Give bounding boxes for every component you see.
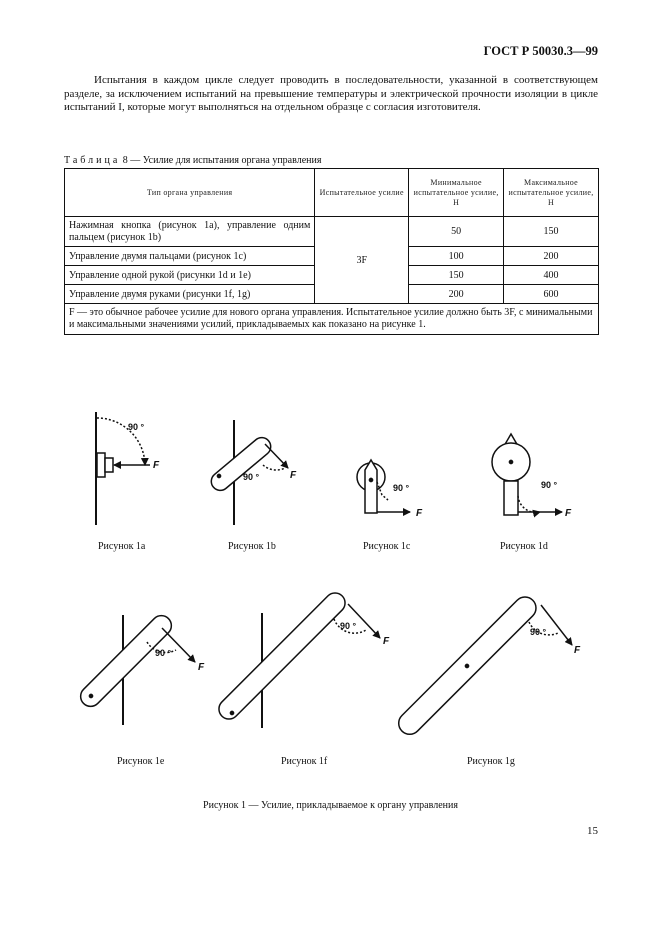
figure-1c [357,460,423,519]
figure-1f [215,589,390,728]
angle-label: 90 ° [128,422,145,432]
caption-1d: Рисунок 1d [500,541,548,552]
caption-1c: Рисунок 1c [363,541,411,552]
force-label: F [416,508,423,519]
header-min-force: Минимальное испытательное усилие, Н [409,169,504,217]
header-test-force: Испытательное усилие [315,169,409,217]
figure-1d [492,434,572,519]
header-type: Тип органа управления [65,169,315,217]
angle-label: 90 ° [541,480,558,490]
table-caption-text: 8 — Усилие для испытания органа управления [120,155,322,166]
row-min: 200 [409,285,504,304]
figure-1a [96,412,160,525]
angle-label: 90 ° [243,472,260,482]
row-min: 50 [409,217,504,247]
figure-caption: Рисунок 1 — Усилие, прикладываемое к органу управления [203,800,458,811]
row-min: 150 [409,266,504,285]
row-type: Нажимная кнопка (рисунок 1a), управление одним пальцем (рисунок 1b) [65,217,315,247]
table-note: F — это обычное рабочее усилие для нового органа управления. Испытательное усилие должно быть 3F, с минимальными и максимальными значениями усилий, прикладываемых как показано на рисунке 1. [65,304,599,335]
row-min: 100 [409,247,504,266]
row-max: 200 [504,247,599,266]
figure-1g [394,592,581,738]
force-label: F [574,645,581,656]
caption-1e: Рисунок 1e [117,756,165,767]
row-type: Управление одной рукой (рисунки 1d и 1e) [65,266,315,285]
page-number: 15 [587,825,598,837]
test-force-value: 3F [315,217,409,304]
document-header: ГОСТ Р 50030.3—99 [483,44,598,58]
angle-label: 90 ° [340,621,357,631]
header-max-force: Максимальное испытательное усилие, Н [504,169,599,217]
row-max: 150 [504,217,599,247]
intro-paragraph: Испытания в каждом цикле следует проводить в последовательности, указанной в соответствующем разделе, за исключением испытаний на превышение температуры и электрической прочности изоляции в цикле испытаний I, которые могут выполняться на отдельном образце с согласия изготовителя. [64,74,598,113]
force-label: F [290,470,297,481]
angle-label: 90 ° [393,483,410,493]
row-type: Управление двумя руками (рисунки 1f, 1g) [65,285,315,304]
force-label: F [198,662,205,673]
row-max: 400 [504,266,599,285]
force-label: F [565,508,572,519]
row-type: Управление двумя пальцами (рисунок 1c) [65,247,315,266]
caption-1a: Рисунок 1a [98,541,146,552]
angle-label: 90 ° [155,648,172,658]
row-max: 600 [504,285,599,304]
caption-1b: Рисунок 1b [228,541,276,552]
force-label: F [153,460,160,471]
caption-1f: Рисунок 1f [281,756,328,767]
figure-1b [208,420,297,525]
figure-1e [77,612,205,725]
angle-label: 90 ° [530,627,547,637]
force-label: F [383,636,390,647]
table-caption-prefix: Таблица [64,155,121,166]
caption-1g: Рисунок 1g [467,756,515,767]
